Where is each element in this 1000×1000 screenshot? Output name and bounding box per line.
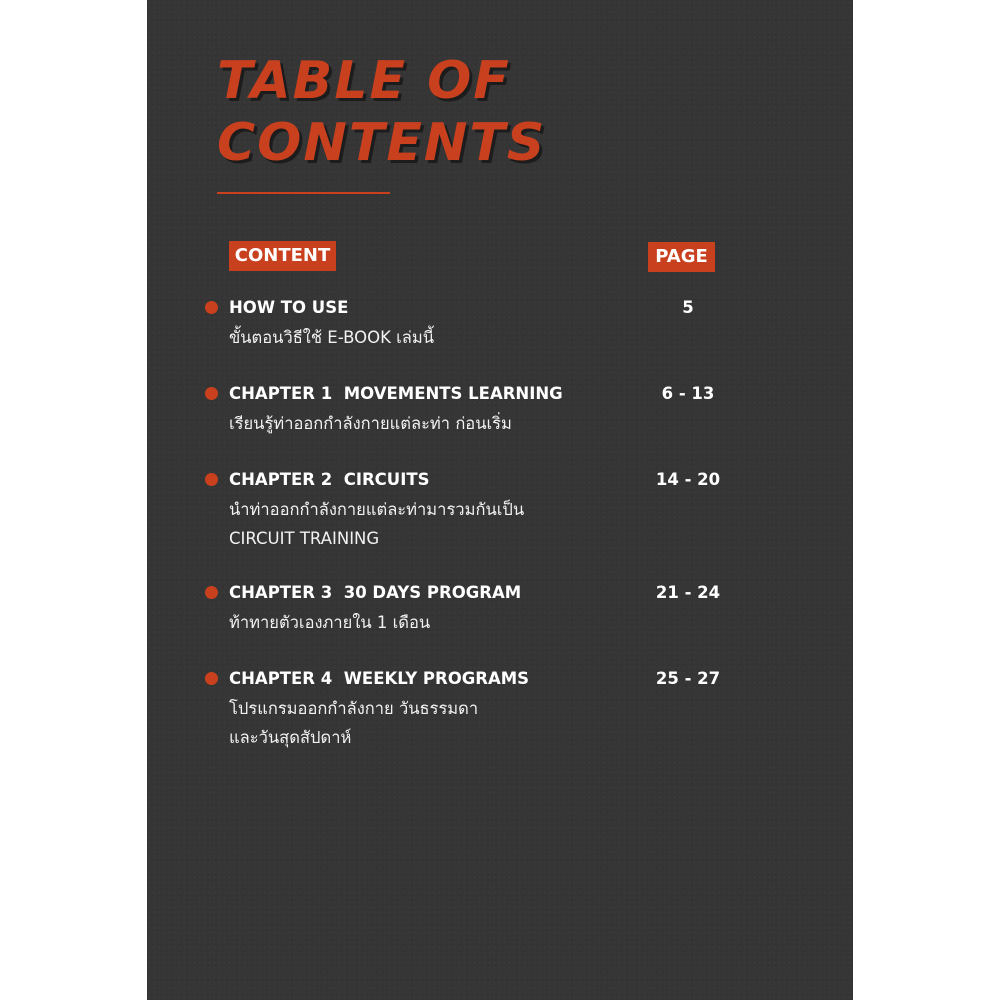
entry-title: CHAPTER 3 30 DAYS PROGRAM <box>229 583 522 602</box>
entry-description-line: ท้าทายตัวเองภายใน 1 เดือน <box>229 613 431 632</box>
entry-description <box>229 323 649 352</box>
title-line-2: CONTENTS <box>217 113 547 173</box>
entry-description-line: นำท่าออกกำลังกายแต่ละท่ามารวมกันเป็น <box>229 500 525 519</box>
entry-title: CHAPTER 2 CIRCUITS <box>229 470 430 489</box>
bullet-dot-icon <box>205 301 218 314</box>
entry-description <box>229 409 649 438</box>
page-column-label: PAGE <box>648 242 715 272</box>
entry-title: CHAPTER 1 MOVEMENTS LEARNING <box>229 384 563 403</box>
title-line-1: TABLE OF <box>217 51 511 111</box>
entry-page-number: 25 - 27 <box>655 669 721 688</box>
entry-page-number: 14 - 20 <box>655 470 721 489</box>
entry-page-number: 6 - 13 <box>661 384 715 403</box>
entry-title: HOW TO USE <box>229 298 349 317</box>
entry-description-line: เรียนรู้ท่าออกกำลังกายแต่ละท่า ก่อนเริ่ม <box>229 414 512 433</box>
page-title <box>217 50 546 174</box>
entry-description-line: ขั้นตอนวิธีใช้ E-BOOK เล่มนี้ <box>229 328 435 347</box>
content-column-label: CONTENT <box>229 241 336 271</box>
entry-page-number: 5 <box>682 298 694 317</box>
bullet-dot-icon <box>205 586 218 599</box>
entry-page-number: 21 - 24 <box>655 583 721 602</box>
title-underline <box>217 192 390 194</box>
entry-title: CHAPTER 4 WEEKLY PROGRAMS <box>229 669 530 688</box>
bullet-dot-icon <box>205 387 218 400</box>
entry-description-line: CIRCUIT TRAINING <box>229 529 380 548</box>
entry-description <box>229 495 649 553</box>
entry-description-line: และวันสุดสัปดาห์ <box>229 728 352 747</box>
bullet-dot-icon <box>205 672 218 685</box>
entry-description-line: โปรแกรมออกกำลังกาย วันธรรมดา <box>229 699 479 718</box>
entry-description <box>229 694 649 752</box>
toc-page <box>147 0 853 1000</box>
bullet-dot-icon <box>205 473 218 486</box>
entry-description <box>229 608 649 637</box>
